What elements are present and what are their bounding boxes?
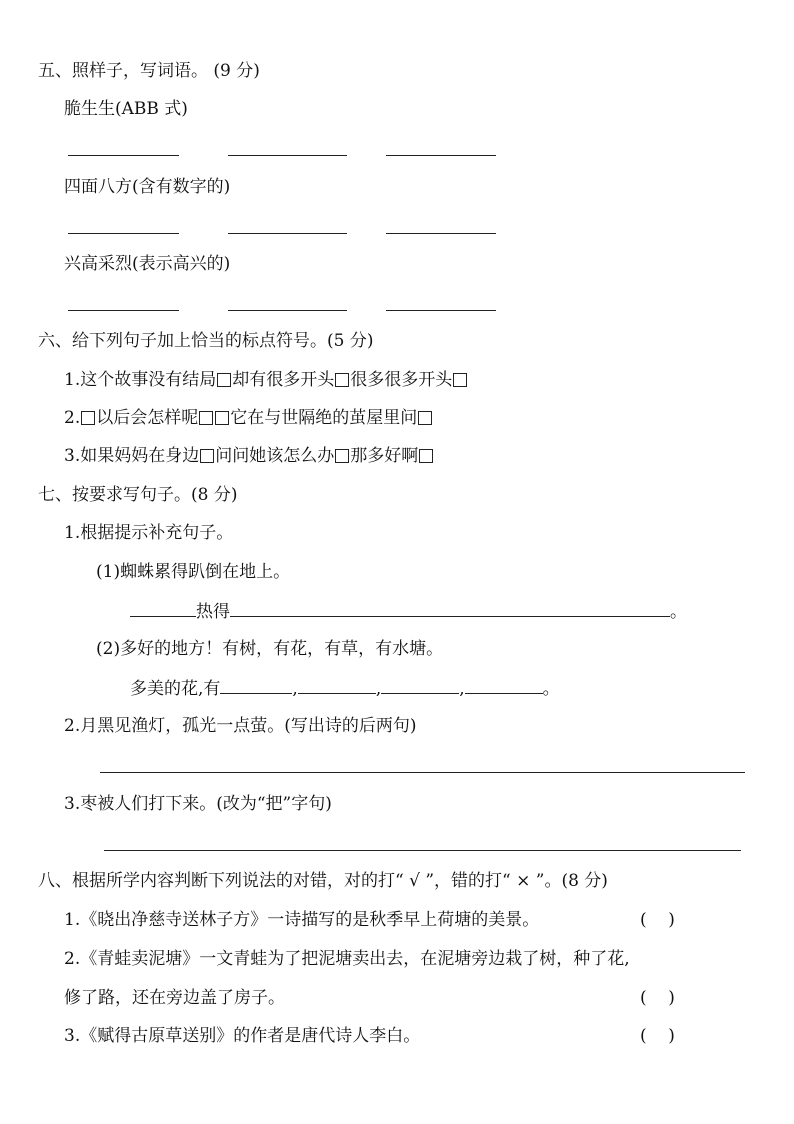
section6-heading: 六、给下列句子加上恰当的标点符号。(5 分)	[38, 331, 374, 351]
punct-box[interactable]	[200, 449, 214, 463]
section8-heading: 八、根据所学内容判断下列说法的对错，对的打“ √ ”，错的打“ × ”。(8 分)	[38, 871, 608, 891]
answer-sep: ,	[459, 679, 465, 699]
blank-5-3-a[interactable]	[68, 310, 179, 311]
judge-paren-3[interactable]: ( )	[640, 1026, 675, 1046]
answer-sep: ,	[375, 679, 382, 699]
punct-text: 很多很多开头	[350, 370, 453, 390]
blank-5-2-a[interactable]	[68, 233, 179, 234]
punct-text: 1.这个故事没有结局	[64, 370, 217, 390]
section5-heading: 五、照样子，写词语。 (9 分)	[38, 61, 260, 81]
punct-text: 那多好啊	[350, 446, 419, 466]
answer-end: 。	[542, 679, 560, 699]
answer-blank[interactable]	[465, 677, 543, 694]
punct-box[interactable]	[215, 411, 229, 425]
judge-item-1: 1.《晓出净慈寺送林子方》一诗描写的是秋季早上荷塘的美景。	[64, 910, 540, 930]
answer-blank[interactable]	[298, 677, 376, 694]
judge-item-2-cont: 修了路，还在旁边盖了房子。	[64, 988, 285, 1008]
punct-box[interactable]	[419, 449, 433, 463]
section5-label-1: 脆生生(ABB 式)	[64, 99, 188, 119]
answer-lead: 多美的花,有	[130, 679, 221, 699]
punct-box[interactable]	[418, 411, 432, 425]
punct-box[interactable]	[335, 449, 349, 463]
blank-5-3-c[interactable]	[386, 310, 496, 311]
blank-5-2-c[interactable]	[386, 233, 496, 234]
judge-paren-1[interactable]: ( )	[640, 910, 675, 930]
blank-5-1-a[interactable]	[68, 155, 179, 156]
judge-item-3: 3.《赋得古原草送别》的作者是唐代诗人李白。	[64, 1026, 421, 1046]
answer-sep: ,	[292, 679, 298, 699]
section5-label-2: 四面八方(含有数字的)	[64, 177, 231, 197]
answer-end: 。	[670, 602, 687, 622]
blank-5-1-c[interactable]	[386, 155, 496, 156]
punct-text: 以后会怎样呢	[96, 408, 199, 428]
answer-blank[interactable]	[230, 600, 670, 617]
section7-q1-example2: (2)多好的地方！有树，有花，有草，有水塘。	[96, 639, 444, 659]
punct-item-3	[64, 445, 434, 467]
section5-label-3: 兴高采烈(表示高兴的)	[64, 254, 231, 274]
section7-q1-title: 1.根据提示补充句子。	[64, 523, 234, 543]
punct-text: 2.	[64, 408, 81, 428]
judge-item-2: 2.《青蛙卖泥塘》一文青蛙为了把泥塘卖出去，在泥塘旁边栽了树，种了花,	[64, 949, 630, 969]
answer-blank[interactable]	[220, 677, 292, 694]
punct-item-2	[64, 407, 433, 429]
blank-5-1-b[interactable]	[228, 155, 347, 156]
punct-box[interactable]	[453, 373, 467, 387]
section7-q2: 2.月黑见渔灯，孤光一点萤。(写出诗的后两句)	[64, 716, 417, 736]
section7-q1-answer2	[130, 677, 560, 700]
blank-5-3-b[interactable]	[228, 310, 347, 311]
section7-q1-answer1	[130, 600, 687, 623]
punct-box[interactable]	[217, 373, 231, 387]
punct-text: 却有很多开头	[232, 370, 335, 390]
punct-item-1	[64, 369, 468, 391]
punct-text: 问问她该怎么办	[215, 446, 335, 466]
section7-q1-example1: (1)蜘蛛累得趴倒在地上。	[96, 562, 291, 582]
punct-text: 它在与世隔绝的茧屋里问	[230, 408, 418, 428]
section7-q3: 3.枣被人们打下来。(改为“把”字句)	[64, 794, 332, 814]
punct-text: 3.如果妈妈在身边	[64, 446, 200, 466]
answer-line-q3[interactable]	[104, 850, 741, 851]
punct-box[interactable]	[199, 411, 213, 425]
answer-blank[interactable]	[130, 600, 196, 617]
answer-word: 热得	[196, 602, 230, 622]
blank-5-2-b[interactable]	[228, 233, 347, 234]
answer-line-q2[interactable]	[100, 772, 745, 773]
section7-heading: 七、按要求写句子。(8 分)	[38, 485, 238, 505]
punct-box[interactable]	[81, 411, 95, 425]
punct-box[interactable]	[335, 373, 349, 387]
judge-paren-2[interactable]: ( )	[640, 988, 675, 1008]
answer-blank[interactable]	[381, 677, 459, 694]
